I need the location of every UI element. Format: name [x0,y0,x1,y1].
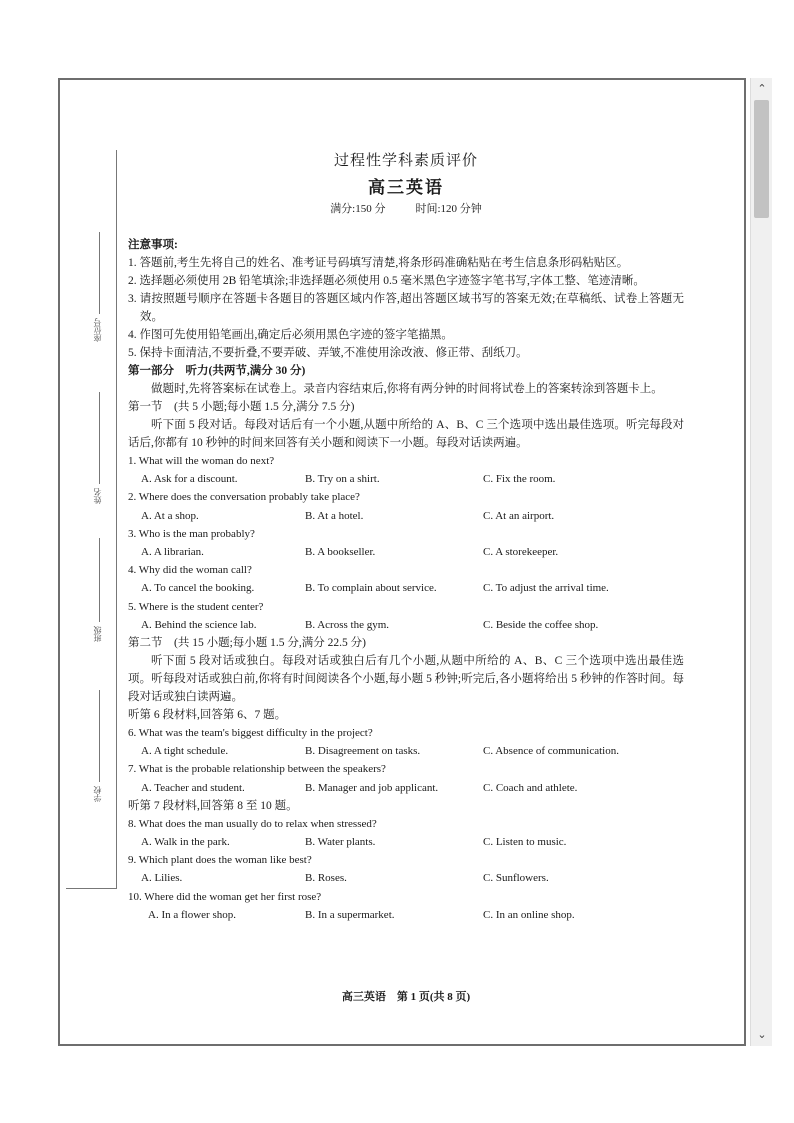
class-field [92,538,106,688]
option-a: A. Behind the science lab. [141,618,257,631]
answer-options [128,616,684,634]
scroll-thumb[interactable] [754,100,769,218]
section1-heading: 第一节 (共 5 小题;每小题 1.5 分,满分 7.5 分) [128,401,355,413]
exam-title: 过程性学科素质评价 [333,153,478,169]
part1-intro: 做题时,先将答案标在试卷上。录音内容结束后,你将有两分钟的时间将试卷上的答案转涂到答题卡上。 [151,383,663,395]
question-text: 7. What is the probable relationship between the speakers? [128,763,386,776]
binding-line [116,150,117,888]
question-text: 10. Where did the woman get her first rose? [128,890,322,903]
option-b: B. At a hotel. [305,509,364,522]
scroll-up-icon[interactable]: ⌃ [757,82,767,95]
note-item: 2. 选择题必须使用 2B 铅笔填涂;非选择题必须使用 0.5 毫米黑色字迹签字笔书写,字体工整、笔迹清晰。 [128,275,645,287]
question-text: 3. Who is the man probably? [128,527,255,540]
note-item: 1. 答题前,考生先将自己的姓名、准考证号码填写清楚,将条形码准确粘贴在考生信息条形码粘贴区。 [128,257,629,269]
option-a: A. Lilies. [141,872,183,885]
answer-options [128,906,684,924]
score-time-info [126,200,686,216]
option-a: A. A tight schedule. [141,745,229,758]
option-b: B. To complain about service. [305,582,437,595]
option-c: C. Fix the room. [483,473,556,486]
material-intro: 听第 7 段材料,回答第 8 至 10 题。 [128,799,298,812]
seat-number-label: 座位号 [93,318,102,342]
binding-line-bottom [66,888,117,889]
part1-heading: 第一部分 听力(共两节,满分 30 分) [128,365,306,377]
option-b: B. Roses. [305,872,347,885]
option-b: B. Water plants. [305,835,376,848]
note-item: 5. 保持卡面清洁,不要折叠,不要弄破、弄皱,不准使用涂改液、修正带、刮纸刀。 [128,347,528,359]
question-text: 8. What does the man usually do to relax when stressed? [128,817,377,830]
option-c: C. Sunflowers. [483,872,549,885]
exam-time: 时间:120 分钟 [415,203,482,215]
option-c: C. Coach and athlete. [483,781,578,794]
option-b: B. Across the gym. [305,618,390,631]
answer-options [128,507,684,525]
seat-number-field [92,232,106,392]
answer-options [128,869,684,887]
note-item: 3. 请按照题号顺序在答题卡各题目的答题区域内作答,超出答题区域书写的答案无效;在草稿纸、试卷上答题无效。 [128,293,684,323]
scroll-down-icon[interactable]: ⌄ [757,1028,767,1041]
option-a: A. In a flower shop. [148,908,236,921]
name-label: 姓名 [93,488,102,504]
option-a: A. Teacher and student. [141,781,245,794]
section2-heading: 第二节 (共 15 小题;每小题 1.5 分,满分 22.5 分) [128,636,366,649]
vertical-scrollbar[interactable] [750,78,772,1046]
material-intro: 听第 6 段材料,回答第 6、7 题。 [128,708,287,721]
option-b: B. In a supermarket. [305,908,395,921]
option-a: A. To cancel the booking. [141,582,255,595]
option-b: B. Manager and job applicant. [305,781,439,794]
question-text: 5. Where is the student center? [128,600,264,613]
answer-options [128,543,684,561]
school-field [92,690,106,830]
answer-options [128,742,684,760]
option-c: C. To adjust the arrival time. [483,582,609,595]
note-item: 4. 作图可先使用铅笔画出,确定后必须用黑色字迹的签字笔描黑。 [128,329,453,341]
option-c: C. A storekeeper. [483,545,559,558]
section1-instructions: 听下面 5 段对话。每段对话后有一个小题,从题中所给的 A、B、C 三个选项中选出最佳选项。听完每段对话后,你都有 10 秒钟的时间来回答有关小题和阅读下一小题。每段对话读两遍。 [128,419,684,449]
answer-options [128,579,684,597]
notes-heading: 注意事项: [128,239,178,251]
question-text: 1. What will the woman do next? [128,455,275,467]
option-a: A. Walk in the park. [141,835,230,848]
question-text: 9. Which plant does the woman like best? [128,854,312,867]
option-c: C. Beside the coffee shop. [483,618,599,631]
option-c: C. In an online shop. [483,908,575,921]
option-a: A. Ask for a discount. [141,473,238,486]
class-label: 班级 [93,626,102,642]
option-a: A. A librarian. [141,545,204,558]
answer-options [128,779,684,797]
question-text: 4. Why did the woman call? [128,564,252,577]
page-footer: 高三英语 第 1 页(共 8 页) [341,991,471,1003]
exam-subject: 高三英语 [368,178,444,197]
full-score: 满分:150 分 [330,203,386,215]
answer-options [128,470,684,488]
name-field [92,392,106,532]
option-a: A. At a shop. [141,509,199,522]
answer-options [128,833,684,851]
option-b: B. Disagreement on tasks. [305,745,421,758]
question-text: 2. Where does the conversation probably take place? [128,491,360,504]
question-text: 6. What was the team's biggest difficulty in the project? [128,726,373,739]
option-b: B. A bookseller. [305,545,376,558]
section2-instructions: 听下面 5 段对话或独白。每段对话或独白后有几个小题,从题中所给的 A、B、C 三个选项中选出最佳选项。听每段对话或独白前,你将有时间阅读各个小题,每小题 5 秒钟;听完后,各小题将给出 5 秒钟的作答时间。每段对话或独白读两遍。 [128,654,684,703]
option-c: C. Absence of communication. [483,745,619,758]
exam-content [128,236,684,924]
option-c: C. At an airport. [483,509,555,522]
option-b: B. Try on a shirt. [305,473,380,486]
school-label: 学校 [93,786,102,802]
option-c: C. Listen to music. [483,835,567,848]
